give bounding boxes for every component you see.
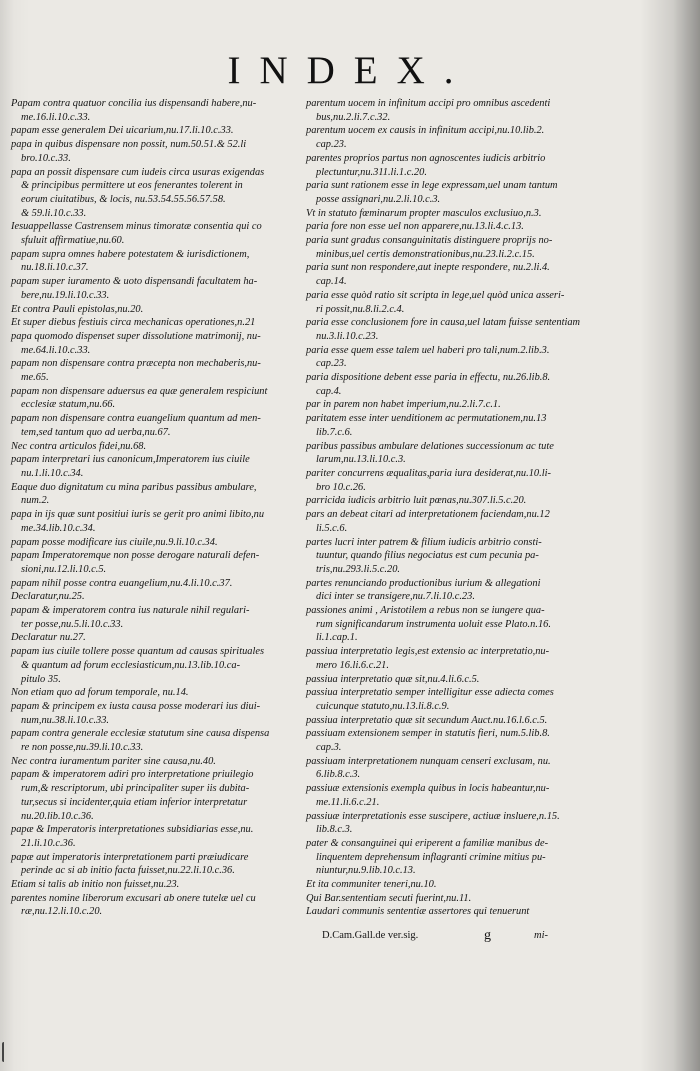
index-entry: [11, 275, 298, 302]
entry-continuation: pitulo 35.: [21, 673, 61, 685]
entry-continuation: nu.3.li.10.c.23.: [316, 330, 379, 342]
entry-continuation: me.65.: [21, 372, 49, 384]
index-entry: [11, 686, 298, 700]
index-entry: [11, 549, 298, 576]
index-entry: [11, 878, 298, 892]
index-entry: [11, 590, 298, 604]
entry-continuation: re non posse,nu.39.li.10.c.33.: [21, 742, 144, 754]
entry-continuation: cuicunque statuto,nu.13.li.8.c.9.: [316, 700, 450, 712]
entry-continuation: rum,& rescriptorum, ubi principaliter super iis dubita-: [21, 783, 250, 795]
index-entry: [306, 440, 606, 467]
entry-line: papæ aut imperatoris interpretationem parti præiudicare: [11, 851, 249, 863]
index-entry: [306, 604, 606, 645]
index-entry: [11, 577, 298, 591]
entry-continuation: 21.li.10.c.36.: [21, 837, 76, 849]
index-entry: [306, 673, 606, 687]
index-entry: [11, 700, 298, 727]
entry-continuation: rum significandarum instrumenta uoluit esse Plato.n.16.: [316, 618, 551, 630]
index-entry: [306, 714, 606, 728]
binding-mark: [2, 1042, 9, 1062]
entry-line: paribus passibus ambulare delationes successionum ac tute: [306, 440, 554, 452]
index-entry: [306, 179, 606, 206]
index-entry: [306, 905, 606, 919]
entry-line: Qui Bar.sententiam secuti fuerint,nu.11.: [306, 892, 472, 904]
entry-continuation: num,nu.38.li.10.c.33.: [21, 714, 110, 726]
entry-line: papam esse generalem Dei uicarium,nu.17.li.10.c.33.: [11, 125, 234, 137]
entry-line: partes lucri inter patrem & filium iudicis arbitrio consti-: [306, 536, 542, 548]
index-entry: [306, 220, 606, 234]
entry-line: passiuæ extensionis exempla quibus in locis habeantur,nu-: [306, 783, 550, 795]
entry-line: par in parem non habet imperium,nu.2.li.7.c.1.: [306, 399, 501, 411]
entry-line: paria sunt rationem esse in lege expressam,uel unam tantum: [306, 180, 558, 192]
index-entry: [11, 892, 298, 919]
index-entry: [306, 536, 606, 577]
entry-continuation: sioni,nu.12.li.10.c.5.: [21, 563, 107, 575]
entry-line: paria sunt gradus consanguinitatis distinguere proprijs no-: [306, 235, 553, 247]
entry-line: papa in ijs quæ sunt positiui iuris se gerit pro animi libito,nu: [11, 509, 265, 521]
catchword: mi-: [534, 930, 548, 941]
index-entry: [306, 577, 606, 604]
entry-continuation: nu.18.li.10.c.37.: [21, 262, 89, 274]
entry-continuation: bro.10.c.33.: [21, 152, 71, 164]
entry-line: papa quomodo dispenset super dissolutione matrimonij, nu-: [11, 330, 261, 342]
index-entry: [11, 604, 298, 631]
page-title: INDEX.: [227, 49, 473, 92]
index-entry: [306, 892, 606, 906]
entry-line: parricida iudicis arbitrio luit pœnas,nu.307.li.5.c.20.: [306, 495, 527, 507]
entry-line: Laudari communis sententiæ assertores qui tenuerunt: [306, 906, 530, 918]
entry-continuation: tem,sed tantum quo ad uerba,nu.67.: [21, 426, 171, 438]
entry-continuation: nu.20.lib.10.c.36.: [21, 810, 94, 822]
index-entry: [11, 220, 298, 247]
entry-line: papam interpretari ius canonicum,Imperatorem ius ciuile: [11, 454, 250, 466]
entry-line: papam non dispensare contra præcepta non mechaberis,nu-: [11, 358, 261, 370]
entry-line: parentum uocem in infinitum accipi pro omnibus ascedenti: [306, 98, 551, 109]
entry-continuation: tris,nu.293.li.5.c.20.: [316, 563, 400, 575]
index-entry: [11, 412, 298, 439]
index-entry: [11, 385, 298, 412]
entry-continuation: li.5.c.6.: [316, 522, 348, 534]
index-entry: [306, 837, 606, 878]
entry-line: Papam contra quatuor concilia ius dispensandi habere,nu-: [11, 98, 257, 109]
entry-continuation: bus,nu.2.li.7.c.32.: [316, 111, 391, 123]
index-entry: [11, 248, 298, 275]
entry-line: paria fore non esse uel non apparere,nu.13.li.4.c.13.: [306, 221, 524, 233]
entry-continuation: cap.3.: [316, 742, 342, 754]
entry-line: papam non dispensare aduersus ea quæ generalem respiciunt: [11, 385, 268, 397]
index-entry: [306, 152, 606, 179]
entry-continuation: linquentem deprehensum inflagranti crimine mitius pu-: [316, 851, 546, 863]
entry-continuation: eorum ciuitatibus, & locis, nu.53.54.55.56.57.58.: [21, 193, 226, 205]
entry-line: Nec contra articulos fidei,nu.68.: [11, 440, 147, 452]
entry-line: Et contra Pauli epistolas,nu.20.: [11, 303, 144, 315]
entry-line: Declaratur nu.27.: [11, 632, 86, 644]
index-entry: [306, 878, 606, 892]
index-entry: [11, 316, 298, 330]
index-entry: [11, 303, 298, 317]
index-entry: [11, 124, 298, 138]
index-entry: [11, 357, 298, 384]
entry-continuation: ter posse,nu.5.li.10.c.33.: [21, 618, 124, 630]
index-column-right: [306, 97, 606, 919]
index-entry: [306, 316, 606, 343]
index-entry: [11, 138, 298, 165]
entry-continuation: dici inter se transigere,nu.7.li.10.c.23.: [316, 591, 475, 603]
entry-line: papam ius ciuile tollere posse quantum ad causas spirituales: [11, 646, 265, 658]
entry-continuation: larum,nu.13.li.10.c.3.: [316, 454, 406, 466]
entry-continuation: lib.7.c.6.: [316, 426, 353, 438]
entry-continuation: num.2.: [21, 495, 50, 507]
entry-continuation: nu.1.li.10.c.34.: [21, 467, 84, 479]
entry-continuation: cap.23.: [316, 139, 347, 151]
entry-line: papam & principem ex iusta causa posse moderari ius diui-: [11, 700, 261, 712]
entry-continuation: minibus,uel certis demonstrationibus,nu.23.li.2.c.15.: [316, 248, 535, 260]
entry-line: pater & consanguinei qui eriperent a familiæ manibus de-: [306, 837, 549, 849]
entry-line: papam contra generale ecclesiæ statutum sine causa dispensa: [11, 728, 270, 740]
index-entry: [11, 768, 298, 823]
entry-continuation: posse assignari,nu.2.li.10.c.3.: [316, 193, 441, 205]
entry-line: papam & imperatorem contra ius naturale nihil regulari-: [11, 605, 250, 617]
entry-line: passiuam extensionem semper in statutis fieri, num.5.lib.8.: [306, 728, 550, 740]
entry-line: parentum uocem ex causis in infinitum accipi,nu.10.lib.2.: [306, 125, 545, 137]
index-column-left: [11, 97, 298, 919]
index-entry: [306, 494, 606, 508]
index-entry: [306, 289, 606, 316]
index-entry: [306, 261, 606, 288]
entry-line: paria esse quòd ratio sit scripta in lege,uel quòd unica asseri-: [306, 289, 565, 301]
index-entry: [11, 97, 298, 124]
entry-line: partes renunciando productionibus iurium & allegationi: [306, 577, 541, 589]
entry-line: passiuam interpretationem nunquam censeri exclusam, nu.: [306, 755, 551, 767]
entry-line: Iesuappellasse Castrensem minus timoratæ consentia qui co: [11, 221, 262, 233]
entry-line: papæ & Imperatoris interpretationes subsidiarias esse,nu.: [11, 824, 254, 836]
entry-line: passiua interpretatio quæ sit secundum Auct.nu.16.l.6.c.5.: [306, 714, 548, 726]
entry-line: Et super diebus festiuis circa mechanicas operationes,n.21: [11, 317, 256, 329]
entry-continuation: ecclesiæ statum,nu.66.: [21, 399, 116, 411]
entry-continuation: niuntur,nu.9.lib.10.c.13.: [316, 865, 416, 877]
index-entry: [11, 481, 298, 508]
entry-line: pariter concurrens æqualitas,paria iura desiderat,nu.10.li-: [306, 467, 551, 479]
entry-line: papam & imperatorem adiri pro interpretatione priuilegio: [11, 769, 254, 781]
index-entry: [306, 207, 606, 221]
entry-continuation: tuuntur, quando filius negociatus est cum pecunia pa-: [316, 550, 539, 562]
entry-continuation: 6.lib.8.c.3.: [316, 769, 361, 781]
entry-line: Vt in statuto fœminarum propter masculos exclusiuo,n.3.: [306, 207, 542, 219]
index-entry: [11, 851, 298, 878]
index-entry: [11, 330, 298, 357]
index-entry: [306, 755, 606, 782]
entry-line: Declaratur,nu.25.: [11, 591, 85, 603]
page-edge-shadow: [640, 0, 700, 1071]
entry-line: passiones animi , Aristotilem a rebus non se iungere qua-: [306, 605, 545, 617]
entry-line: papa in quibus dispensare non possit, num.50.51.& 52.li: [11, 139, 247, 151]
entry-line: papam super iuramento & uoto dispensandi facultatem ha-: [11, 276, 258, 288]
signature-line: D.Cam.Gall.de ver.sig.: [322, 930, 419, 941]
index-entry: [306, 782, 606, 809]
entry-line: papam Imperatoremque non posse derogare naturali defen-: [11, 550, 260, 562]
index-entry: [306, 412, 606, 439]
index-entry: [11, 755, 298, 769]
index-entry: [306, 810, 606, 837]
entry-continuation: lib.8.c.3.: [316, 824, 353, 836]
entry-continuation: bro 10.c.26.: [316, 481, 366, 493]
index-entry: [306, 686, 606, 713]
entry-continuation: me.11.li.6.c.21.: [316, 796, 380, 808]
entry-continuation: plectuntur,nu.311.li.1.c.20.: [316, 166, 427, 178]
entry-line: paria esse conclusionem fore in causa,uel latam fuisse sententiam: [306, 317, 581, 329]
entry-continuation: & quantum ad forum ecclesiasticum,nu.13.lib.10.ca-: [21, 659, 241, 671]
entry-line: papam posse modificare ius ciuile,nu.9.li.10.c.34.: [11, 536, 218, 548]
index-entry: [306, 234, 606, 261]
entry-continuation: & principibus permittere ut eos fenerantes tolerent in: [21, 180, 243, 192]
entry-line: Etiam si talis ab initio non fuisset,nu.23.: [11, 879, 180, 891]
entry-line: paria dispositione debent esse paria in effectu, nu.26.lib.8.: [306, 372, 551, 384]
entry-line: passiuæ interpretationis esse suscipere, actiuæ insluere,n.15.: [306, 810, 560, 822]
index-entry: [306, 398, 606, 412]
index-entry: [306, 727, 606, 754]
index-entry: [306, 508, 606, 535]
entry-continuation: ri possit,nu.8.li.2.c.4.: [316, 303, 405, 315]
entry-line: papam nihil posse contra euangelium,nu.4.li.10.c.37.: [11, 577, 233, 589]
entry-continuation: cap.4.: [316, 385, 342, 397]
entry-continuation: ræ,nu.12.li.10.c.20.: [21, 906, 103, 918]
index-entry: [11, 453, 298, 480]
entry-continuation: me.34.lib.10.c.34.: [21, 522, 96, 534]
index-entry: [11, 631, 298, 645]
entry-line: pars an debeat citari ad interpretationem faciendam,nu.12: [306, 509, 550, 521]
index-entry: [11, 727, 298, 754]
gathering-mark: g: [484, 928, 491, 943]
entry-continuation: sfuluit affirmatiue,nu.60.: [21, 235, 125, 247]
index-entry: [306, 124, 606, 151]
entry-line: parentes nomine liberorum excusari ab onere tutelæ uel cu: [11, 892, 256, 904]
entry-line: passiua interpretatio semper intelligitur esse adiecta comes: [306, 687, 554, 699]
entry-line: Nec contra iuramentum pariter sine causa,nu.40.: [11, 755, 216, 767]
entry-line: Eaque duo dignitatum cu mina paribus passibus ambulare,: [11, 481, 257, 493]
entry-continuation: li.1.cap.1.: [316, 632, 358, 644]
entry-line: Et ita communiter teneri,nu.10.: [306, 879, 437, 891]
index-entry: [306, 344, 606, 371]
index-entry: [11, 508, 298, 535]
entry-continuation: cap.14.: [316, 276, 347, 288]
entry-line: passiua interpretatio quæ sit,nu.4.li.6.c.5.: [306, 673, 480, 685]
entry-line: paria esse quem esse talem uel haberi pro tali,num.2.lib.3.: [306, 344, 550, 356]
entry-continuation: perinde ac si ab initio facta fuisset,nu.22.li.10.c.36.: [21, 865, 235, 877]
entry-line: papam supra omnes habere potestatem & iurisdictionem,: [11, 248, 250, 260]
entry-line: paria sunt non respondere,aut inepte respondere, nu.2.li.4.: [306, 262, 550, 274]
entry-line: papam non dispensare contra euangelium quantum ad men-: [11, 413, 261, 425]
entry-continuation: mero 16.li.6.c.21.: [316, 659, 389, 671]
entry-line: parentes proprios partus non agnoscentes iudicis arbitrio: [306, 152, 546, 164]
index-entry: [306, 97, 606, 124]
entry-line: Non etiam quo ad forum temporale, nu.14.: [11, 687, 189, 699]
entry-continuation: me.64.li.10.c.33.: [21, 344, 91, 356]
entry-continuation: bere,nu.19.li.10.c.33.: [21, 289, 110, 301]
index-entry: [11, 823, 298, 850]
index-entry: [11, 536, 298, 550]
index-entry: [306, 467, 606, 494]
index-entry: [11, 645, 298, 686]
entry-continuation: cap.23.: [316, 358, 347, 370]
entry-line: paritatem esse inter uenditionem ac permutationem,nu.13: [306, 413, 547, 425]
index-entry: [11, 166, 298, 221]
entry-line: papa an possit dispensare cum iudeis circa usuras exigendas: [11, 166, 265, 178]
entry-continuation: tur,secus si incidenter,quia etiam inferior interpretatur: [21, 796, 248, 808]
entry-continuation: me.16.li.10.c.33.: [21, 111, 91, 123]
index-entry: [306, 645, 606, 672]
entry-continuation: & 59.li.10.c.33.: [21, 207, 87, 219]
index-entry: [306, 371, 606, 398]
entry-line: passiua interpretatio legis,est extensio ac interpretatio,nu-: [306, 646, 550, 658]
index-entry: [11, 440, 298, 454]
